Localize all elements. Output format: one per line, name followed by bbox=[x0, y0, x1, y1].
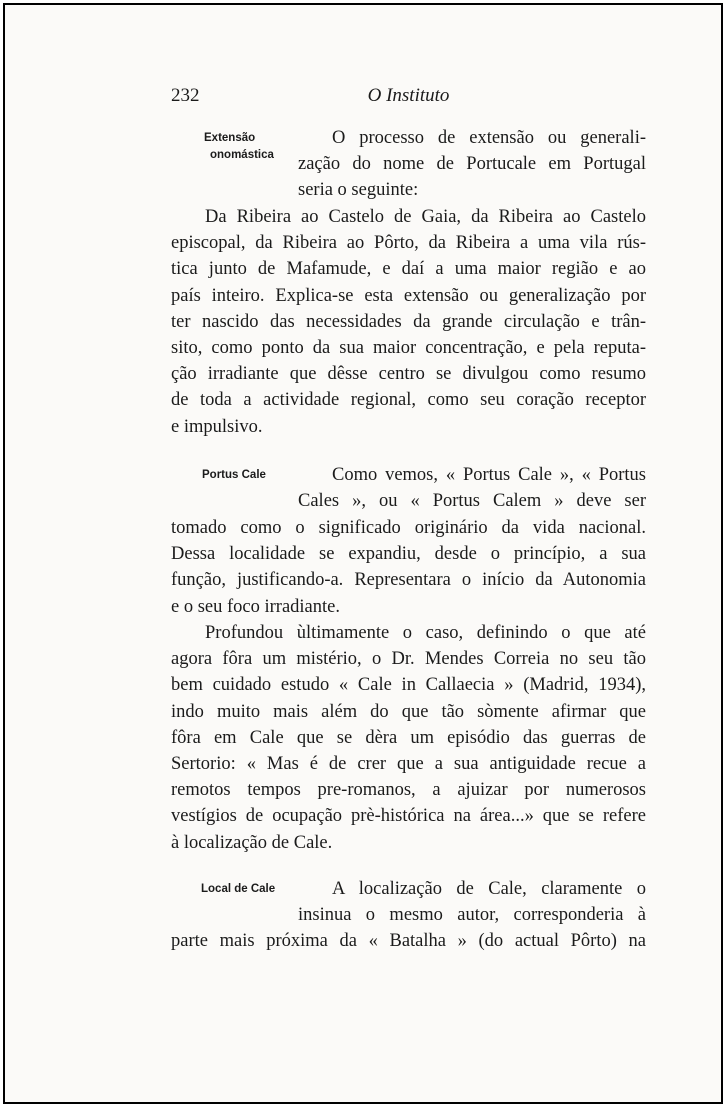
text-line: tica junto de Mafamude, e daí a uma maior região e ao bbox=[171, 259, 646, 280]
text-line: à localização de Cale. bbox=[171, 832, 333, 853]
margin-note-extensao bbox=[204, 130, 274, 164]
section3-intro bbox=[298, 876, 646, 928]
margin-note-portus-cale: Portus Cale bbox=[202, 469, 266, 481]
page-number: 232 bbox=[171, 85, 200, 106]
text-line: tomado como o significado originário da vida nacional. bbox=[171, 518, 646, 538]
text-line: Sertorio: « Mas é de crer que a sua antiguidade recue a bbox=[171, 753, 646, 774]
text-line: ter nascido das necessidades da grande circulação e trân- bbox=[171, 311, 646, 332]
text-line: Cales », ou « Portus Calem » deve ser bbox=[298, 491, 646, 512]
text-line: Da Ribeira ao Castelo de Gaia, da Ribeira ao Castelo bbox=[205, 207, 646, 227]
text-line: Como vemos, « Portus Cale », « Portus bbox=[332, 465, 646, 485]
text-line: vestígios de ocupação prè-histórica na área...» que se refere bbox=[171, 806, 646, 827]
text-line: zação do nome de Portucale em Portugal bbox=[298, 154, 646, 175]
text-line: e o seu foco irradiante. bbox=[171, 596, 340, 617]
text-line: A localização de Cale, claramente o bbox=[332, 879, 646, 899]
running-title: O Instituto bbox=[367, 85, 450, 106]
section1-intro bbox=[298, 125, 646, 204]
text-line: função, justificando-a. Representara o início da Autonomia bbox=[171, 570, 646, 591]
text-line: ção irradiante que dêsse centro se divulgou como resumo bbox=[171, 364, 646, 385]
text-line: fôra em Cale que se dèra um episódio das guerras de bbox=[171, 727, 646, 748]
text-line: bem cuidado estudo « Cale in Callaecia » (Madrid, 1934), bbox=[171, 675, 646, 696]
margin-note-line: Extensão bbox=[204, 132, 256, 144]
margin-note-local-de-cale: Local de Cale bbox=[201, 883, 276, 895]
margin-note-line: onomástica bbox=[210, 149, 274, 161]
text-line: país inteiro. Explica-se esta extensão ou generalização por bbox=[171, 285, 646, 306]
text-line: sito, como ponto da sua maior concentração, e pela reputa- bbox=[171, 337, 646, 358]
text-line: O processo de extensão ou generali- bbox=[332, 128, 646, 148]
text-line: Profundou ùltimamente o caso, definindo o que até bbox=[205, 623, 646, 643]
text-line: episcopal, da Ribeira ao Pôrto, da Ribeira a uma vila rús- bbox=[171, 233, 646, 254]
text-line: insinua o mesmo autor, corresponderia à bbox=[298, 905, 646, 926]
section3-paragraph bbox=[171, 928, 646, 954]
text-line: indo muito mais além do que tão sòmente afirmar que bbox=[171, 701, 646, 722]
text-line: e impulsivo. bbox=[171, 416, 263, 437]
section2-paragraph-1 bbox=[171, 515, 646, 620]
text-line: agora fôra um mistério, o Dr. Mendes Correia no seu tão bbox=[171, 649, 646, 670]
text-line: parte mais próxima da « Batalha » (do actual Pôrto) na bbox=[171, 931, 646, 951]
book-page bbox=[3, 3, 723, 1104]
page-header bbox=[171, 85, 646, 111]
section2-paragraph-2 bbox=[171, 620, 646, 856]
text-line: remotos tempos pre-romanos, a ajuizar por numerosos bbox=[171, 780, 646, 801]
section2-intro bbox=[298, 462, 646, 514]
text-line: de toda a actividade regional, como seu coração receptor bbox=[171, 390, 646, 411]
text-line: Dessa localidade se expandiu, desde o princípio, a sua bbox=[171, 544, 646, 565]
text-line: seria o seguinte: bbox=[298, 180, 419, 201]
section1-paragraph bbox=[171, 204, 646, 440]
